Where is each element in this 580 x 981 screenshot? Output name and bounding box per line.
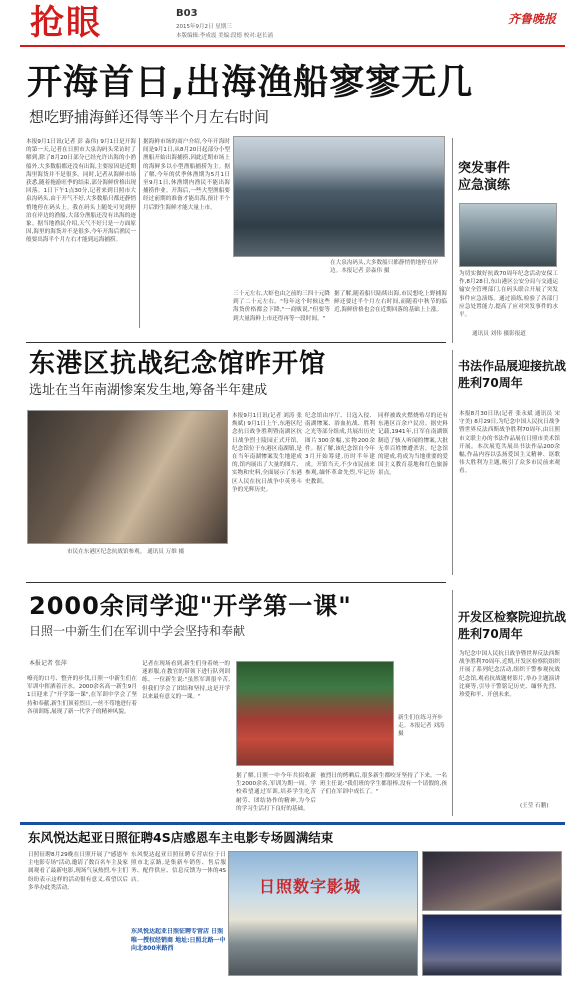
article3-col1: 嘹亮的口号、整齐的步伐,日照一中新生们在军训中挥洒着汗水。2000余名高一新生9月1日迎来了"开学第一课",在军训中学会了坚持和奉献,新生们顶着烈日,一丝不苟地进行着各项训练,展现了新一代学子的精神风貌。 (27, 676, 137, 715)
advert-contact: 东风悦达起亚日照征聘专营店 日照唯一授权经销商 地址:日照北路一中向北800米路西 (131, 928, 226, 952)
sidebar3-byline: (王莹 石鹏) (520, 803, 549, 809)
article3-subhead: 日照一中新生们在军训中学会坚持和奉献 (29, 624, 246, 638)
paper-logo: 齐鲁晚报 (508, 12, 557, 26)
article2-photo-caption: 市民在东港区纪念抗战馆参观。 通讯员 万维 摄 (67, 549, 185, 555)
sidebar3-headline: 开发区检察院迎抗战胜利70周年 (458, 610, 567, 641)
sidebar-divider (452, 350, 453, 575)
article1-photo (233, 136, 445, 257)
article3-col4: 被烈日的烤晒后,很多新生都咬牙坚持了下来。一名班主任说:"我们班的学生都很棒,没有一个请假的,孩子们在军训中成长了。" (320, 773, 447, 796)
advert-section (20, 822, 565, 976)
column-divider (139, 138, 140, 328)
advert-audience-photo-bottom (422, 914, 562, 976)
sidebar1-headline: 突发事件应急演练 (458, 161, 511, 193)
sidebar1-byline: 通讯员 刘伟 摄影报道 (472, 331, 526, 337)
section-rule (26, 342, 446, 343)
article1-headline: 开海首日,出海渔船寥寥无几 (27, 63, 474, 103)
advert-col2: 东风悦达起亚日照征聘专营店位于日照市北京路,是集新车销售、售后服务、配件供应、信息反馈为一体的4S店。 (131, 852, 226, 883)
article1-col5: 据了解,随着船只陆续出海,市民想吃上野捕海鲜还要过半个月左右时间,而随着中秋节的临近,海鲜价格也会在近期回落的基础上上涨。 (334, 291, 447, 314)
article2-headline: 东港区抗战纪念馆昨开馆 (29, 349, 327, 379)
article1-col2: 据海鲜市场的商户介绍,今年开海时间是9月1日,从8月20日起部分小型渔船开始出海捕捞,因此近期市场上的海鲜多以小型渔船捕捞为主。据了解,今年的伏季休渔期为5月1日至9月1日,休渔期内渔民不能出海捕捞作业。开海后,一些大型渔船要经过前期的准备才能出海,预计半个月后野生海鲜才能大量上市。 (143, 139, 230, 211)
page-number: B03 (176, 8, 198, 19)
article2-col2: 纪念馆由序厅、日寇入侵、南湖惨案、浴血抗战、胜利之光等部分组成,共展出历史图片300余幅,实物200余件。据了解,该纪念馆自今年3月开始筹建,历时半年建成。开馆当天,不少市民前来参观,缅怀革命先烈,牢记历史教训。 (305, 413, 375, 485)
sidebar3-body: 为纪念中国人民抗日战争暨世界反法西斯战争胜利70周年,近期,开发区检察院组织开展了系列纪念活动,组织干警参观抗战纪念馆,观看抗战题材影片,举办主题演讲比赛等,引导干警铭记历史、缅怀先烈、珍爱和平、开创未来。 (459, 651, 560, 699)
sidebar2-body: 本报8月30日讯(记者 张永斌 通讯员 宋守美) 8月29日,为纪念中国人民抗日战争暨世界反法西斯战争胜利70周年,由日照市文联主办的书法作品展在日照市美术馆开展。本次展览共展出书法作品200余幅,作品内容以弘扬爱国主义精神、讴歌伟大胜利为主题,吸引了众多市民前来观看。 (459, 411, 560, 475)
advert-headline: 东风悦达起亚日照征聘4S店感恩车主电影专场圆满结束 (28, 830, 334, 845)
article3-photo (236, 661, 394, 766)
article2-photo (27, 410, 228, 544)
article1-col4: 三十元左右,大虾也由之前的三四十元降到了二十元左右。"每年这个时候这些海货价格都会下降,"一商贩说,"但要等到大量海鲜上市还得再等一段时间。" (233, 291, 330, 322)
editors-line: 本版编辑:李成震 美编:段德 校对:赵长涌 (176, 33, 274, 39)
sidebar1-photo (459, 203, 557, 267)
sidebar-divider (452, 138, 453, 343)
sidebar-divider (452, 590, 453, 816)
article1-photo-caption: 在大泉沟码头,大多数船只都静悄悄地停在岸边。本报记者 彭淼伟 摄 (330, 260, 439, 274)
advert-body: 日照征聘8月29晚在日照开展了"感恩车主电影专场"活动,邀请了数百名车主及家属观看了最新电影,现场气氛热烈,车主们纷纷表示这样的活动很有意义,希望以后多举办此类活动。 (28, 852, 128, 891)
article2-col1: 本报9月1日讯(记者 刘涛 张焕斌) 9月1日上午,东港区纪念抗日战争胜利暨南湖区抗日战争烈士陵园正式开馆。纪念馆位于东港区南湖镇,是在当年南湖惨案发生地建成的,馆内展出了大量的图片、实物和史料,全面展示了东港区人民在抗日战争中英勇斗争的光辉历史。 (232, 413, 302, 493)
masthead-rule (20, 45, 565, 47)
article1-col1: 本报9月1日讯(记者 彭 淼伟) 9月1日是开海的第一天,记者在日照市大泉沟码头采访时了解到,除了8月20日部分已经允许出海的小渔船外,大多数船都还没有出海,主要原因是近期海里海货并不是很多。同时,记者从海鲜市场获悉,随着拖游旺季的结束,部分海鲜价格出现回落。1日下午1点30分,记者来到日照市大泉沟码头,由于开气不好,大多数船只都还静悄悄地停在码头上。我在码头上随处可见到停泊在岸边的渔船,大部分渔船还没有出海的迹象。据当地渔民介绍,天气不好只是一方面原因,海里的海货并不是很多,今年开海后渔民一般要出海半个月左右才能到远海捕捞。 (26, 139, 136, 244)
masthead (0, 0, 580, 50)
article3-col2: 记者在现场看到,新生们身着统一的迷彩服,在教官的带领下进行队列训练。一位新生说:"虽然军训很辛苦,但我们学会了团结和坚持,这是开学以来最有意义的一课。" (142, 661, 230, 700)
article1-subhead: 想吃野捕海鲜还得等半个月左右时间 (29, 108, 270, 126)
article3-photo-caption: 新生们在练习齐步走。本报记者 刘涛 摄 (398, 715, 445, 737)
section-rule (26, 582, 446, 583)
article2-col3: 同样被战火燃烧殆尽的还有东港区百余户民房。据史料记载,1941年,日军在南湖镇制造了骇人听闻的惨案,大批无辜百姓惨遭杀害。纪念馆的建成,将成为当地重要的爱国主义教育基地和红色旅游景点。 (378, 413, 448, 477)
cinema-banner-text: 日照数字影城 (259, 877, 362, 896)
article2-subhead: 选址在当年南湖惨案发生地,筹备半年建成 (29, 383, 268, 398)
article3-byline: 本报记者 张萍 (29, 660, 67, 667)
sidebar1-body: 为切实做好抗战70周年纪念活动安保工作,8月28日,东山港区公安分局与交通运输安全管理部门,在码头联合开展了突发事件应急演练。通过演练,检验了各部门应急处置能力,提高了应对突发事件的水平。 (459, 271, 558, 319)
section-name: 抢眼 (30, 3, 102, 43)
article3-headline: 2000余同学迎"开学第一课" (29, 592, 352, 620)
advert-cinema-photo (228, 851, 418, 976)
date-line: 2015年9月2日 星期三 (176, 24, 232, 30)
article3-col3: 据了解,日照一中今年共招收新生2000余名,军训为期一周。学校希望通过军训,培养学生吃苦耐劳、团结协作的精神,为今后的学习生活打下良好的基础。 (236, 773, 316, 812)
advert-audience-photo-top (422, 851, 562, 911)
sidebar2-headline: 书法作品展迎接抗战胜利70周年 (458, 359, 567, 390)
